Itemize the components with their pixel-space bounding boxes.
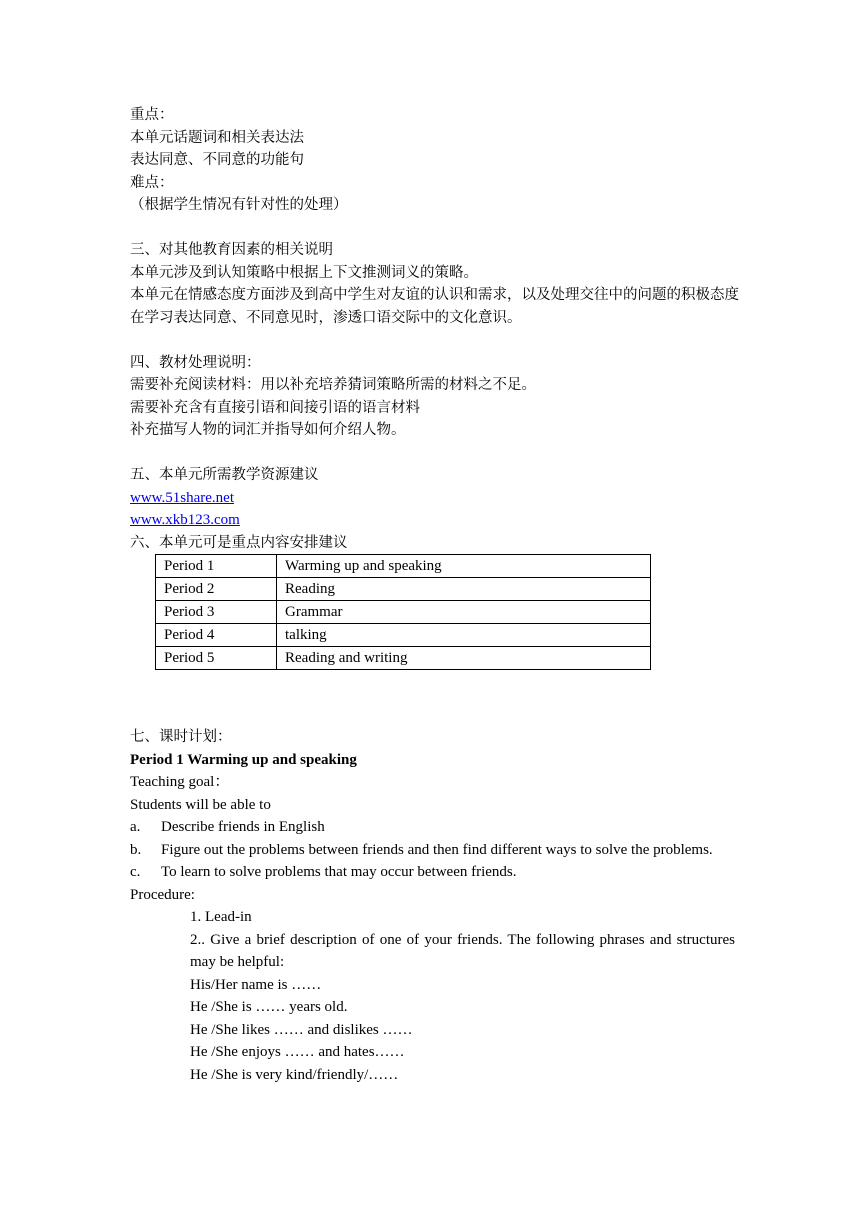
section-3-line: 在学习表达同意、不同意见时，渗透口语交际中的文化意识。 [130, 309, 522, 326]
goal-marker: a. [130, 819, 141, 835]
period-cell: Period 4 [156, 624, 277, 647]
goal-text: Figure out the problems between friends and then find different ways to solve the problems. [161, 841, 713, 858]
section-6-heading: 六、本单元可是重点内容安排建议 [130, 534, 348, 551]
goal-item [130, 839, 740, 862]
content-cell: Reading and writing [277, 647, 651, 670]
period-cell: Period 1 [156, 555, 277, 578]
table-row [156, 647, 651, 670]
resource-link-item [130, 509, 740, 532]
teaching-goal-label: Teaching goal： [130, 774, 230, 790]
section-3-line: 本单元涉及到认知策略中根据上下文推测词义的策略。 [130, 264, 478, 281]
content-cell: talking [277, 624, 651, 647]
key-point-item: 本单元话题词和相关表达法 [130, 129, 304, 146]
procedure-step: 1. Lead-in [190, 909, 252, 925]
key-points-heading: 重点： [130, 107, 174, 123]
section-7-heading: 七、课时计划： [130, 729, 232, 745]
spacer [130, 329, 740, 352]
schedule-table [155, 554, 651, 670]
section-4-line: 需要补充阅读材料：用以补充培养猜词策略所需的材料之不足。 [130, 377, 536, 393]
content-cell: Grammar [277, 601, 651, 624]
content-cell: Reading [277, 578, 651, 601]
difficult-points-heading: 难点： [130, 174, 174, 191]
document-page [130, 104, 740, 1086]
table-row [156, 601, 651, 624]
phrase-line: He /She enjoys …… and hates…… [190, 1044, 405, 1060]
spacer [130, 442, 740, 465]
procedure-block [190, 906, 735, 1086]
goal-item [130, 816, 740, 839]
procedure-label: Procedure: [130, 886, 195, 903]
spacer [130, 670, 740, 726]
phrase-line: He /She is very kind/friendly/…… [190, 1066, 399, 1083]
resource-link-xkb123[interactable]: www.xkb123.com [130, 512, 240, 528]
goal-marker: b. [130, 841, 142, 858]
resource-link-item [130, 487, 740, 510]
key-point-item: 表达同意、不同意的功能句 [130, 152, 304, 168]
goal-item [130, 861, 740, 884]
resource-link-51share[interactable]: www.51share.net [130, 489, 234, 506]
table-row [156, 624, 651, 647]
period-1-title: Period 1 Warming up and speaking [130, 751, 357, 768]
period-cell: Period 5 [156, 647, 277, 670]
section-4-line: 补充描写人物的词汇并指导如何介绍人物。 [130, 422, 406, 438]
table-row [156, 578, 651, 601]
section-3-line: 本单元在情感态度方面涉及到高中学生对友谊的认识和需求，以及处理交往中的问题的积极态度 [130, 287, 739, 303]
phrase-line: He /She is …… years old. [190, 999, 348, 1015]
spacer [130, 217, 740, 240]
section-3-heading: 三、对其他教育因素的相关说明 [130, 242, 333, 258]
section-5-heading: 五、本单元所需教学资源建议 [130, 467, 319, 483]
section-4-line: 需要补充含有直接引语和间接引语的语言材料 [130, 399, 420, 416]
phrase-line: His/Her name is …… [190, 976, 322, 993]
phrase-line: He /She likes …… and dislikes …… [190, 1021, 413, 1038]
section-4-heading: 四、教材处理说明： [130, 354, 261, 371]
period-cell: Period 2 [156, 578, 277, 601]
goal-text: Describe friends in English [161, 819, 325, 835]
procedure-step: 2.. Give a brief description of one of your friends. The following phrases and structures may be helpful: [190, 931, 735, 970]
table-row [156, 555, 651, 578]
content-cell: Warming up and speaking [277, 555, 651, 578]
difficult-points-note: （根据学生情况有针对性的处理） [130, 197, 348, 213]
goal-marker: c. [130, 864, 141, 880]
goal-text: To learn to solve problems that may occur between friends. [161, 864, 517, 880]
students-able-line: Students will be able to [130, 796, 271, 813]
period-cell: Period 3 [156, 601, 277, 624]
